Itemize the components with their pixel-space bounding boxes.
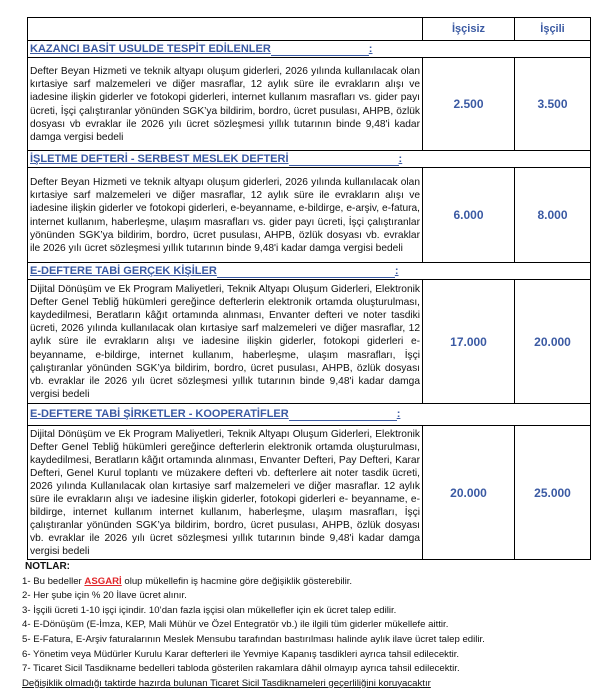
footer-note: Değişiklik olmadığı taktirde hazırda bulunan Ticaret Sicil Tasdiknameleri geçerliliğini koruyacaktır	[22, 677, 431, 689]
table-row	[28, 58, 591, 151]
service-description: Defter Beyan Hizmeti ve teknik altyapı oluşum giderleri, 2026 yılında kullanılacak olan kırtasiye sarf malzemeleri ve diğer masraflar, 12 aylık süre ile evrakların alışı ve iadesine ilişkin giderler ve fotokopi giderleri, e-beyanname, e-bildirge, e-arşiv, e-fatura, internet kullanım, haberleşme, ulaşım masrafları vs. gider payı ücreti, İşçi çalıştıranlar yönünden SGK’ya bildirim, bordro, ücret pusulası, AHPB, özlük dosyası vb. evraklar ile 2026 yılı ücret sözleşmesi yıllık tutarının binde 9,48'i kadar damga vergisi bedeli	[28, 168, 423, 263]
price-iscisiz: 6.000	[423, 168, 515, 263]
note-item: 3- İşçili ücreti 1-10 işçi içindir. 10’dan fazla işçisi olan mükellefler için ek ücret talep edilir.	[22, 604, 397, 616]
table-row	[28, 426, 591, 560]
title-underline-fill	[289, 408, 397, 421]
price-iscili: 8.000	[515, 168, 591, 263]
service-description: Dijital Dönüşüm ve Ek Program Maliyetleri, Teknik Altyapı Oluşum Giderleri, Elektronik Defter Genel Tebliğ hükümleri gereğince defterlerin elektronik ortamda oluşturulması, kaydedilmesi, Beratların kâğıt ortamında alınması, Envanter defteri ve noter tasdiki ücreti, 2026 yılında kullanılacak olan kırtasiye sarf malzemeleri ve diğer masraflar, 12 aylık süre ile evrakların alışı ve iadesine ilişkin giderler, fotokopi giderleri e- beyanname, e-bildirge, internet kullanım, haberleşme, ulaşım masrafları, İşçi çalıştıranlar yönünden SGK’ya bildirim, bordro, ücret pusulası, AHPB, özlük dosyası vb. evraklar ile 2026 yılı ücret sözleşmesi yıllık tutarının binde 9,48'i kadar damga vergisi bedeli	[28, 280, 423, 404]
title-underline-fill	[271, 43, 369, 56]
title-underline-fill	[289, 153, 399, 166]
section-title-row	[28, 404, 591, 426]
notes-section	[22, 560, 602, 691]
note-item	[22, 575, 602, 590]
price-iscili: 20.000	[515, 280, 591, 404]
price-iscili: 25.000	[515, 426, 591, 560]
section-title-text: E-DEFTERE TABİ ŞİRKETLER - KOOPERATİFLER	[30, 408, 289, 420]
price-iscisiz: 17.000	[423, 280, 515, 404]
price-iscisiz: 20.000	[423, 426, 515, 560]
section-title-colon: :	[394, 264, 399, 277]
notes-title: NOTLAR:	[25, 561, 70, 572]
service-description: Dijital Dönüşüm ve Ek Program Maliyetleri, Teknik Altyapı Oluşum Giderleri, Elektronik Defter Genel Tebliğ hükümleri gereğince defterlerin elektronik ortamda oluşturulması, kaydedilmesi, Beratların kâğıt ortamında alınması, Envanter Defteri, Pay Defteri, Karar Defteri, Genel Kurul toplantı ve müzakere defteri vb. defterlere ait noter tasdik ücreti, 2026 yılında Kullanılacak olan kırtasiye sarf malzemeleri ve diğer masraflar. 12 aylık süre ile evrakların alışı ve iadesine ilişkin giderler, fotokopi giderleri e- beyanname, e-bildirge, internet kullanım internet kullanım, haberleşme, ulaşım masrafları, İşçi çalıştıranlar yönünden SGK’ya bildirim, bordro, ücret pusulası, AHPB, özlük dosyası vb. evraklar ile 2026 yılı ücret sözleşmesi yıllık tutarının binde 9,48'i kadar damga vergisi bedeli	[28, 426, 423, 560]
note-text: 1- Bu bedeller	[22, 575, 85, 587]
section-title-colon: :	[398, 152, 403, 165]
service-description: Defter Beyan Hizmeti ve teknik altyapı oluşum giderleri, 2026 yılında kullanılacak olan kırtasiye sarf malzemeleri ve diğer masraflar, 12 aylık süre ile evrakların alışı ve iadesine ilişkin giderler ve fotokopi giderleri, internet kullanım masrafları vs. gider payı ücreti, İşçi çalıştıranlar yönünden SGK’ya bildirim, bordro, ücret pusulası, AHPB, özlük dosyası vb evraklar ile 2026 yılı ücret sözleşmesi yıllık tutarının binde 9,48'i kadar damga vergisi bedeli	[28, 58, 423, 151]
header-blank-cell	[28, 18, 423, 41]
table-row	[28, 168, 591, 263]
table-row	[28, 280, 591, 404]
fee-table	[27, 17, 591, 560]
title-underline-fill	[217, 265, 395, 278]
section-title-row	[28, 151, 591, 168]
section-title-isletme-defteri	[28, 151, 591, 168]
note-text: olup mükellefin iş hacmine göre değişiklik gösterebilir.	[121, 575, 353, 587]
asgari-highlight: ASGARİ	[84, 575, 122, 587]
note-item: 6- Yönetim veya Müdürler Kurulu Karar defterleri ile Yevmiye Kapanış tasdikleri ayrıca tahsil edilecektir.	[22, 648, 460, 660]
price-iscisiz: 2.500	[423, 58, 515, 151]
section-title-row	[28, 263, 591, 280]
section-title-text: KAZANCI BASİT USULDE TESPİT EDİLENLER	[30, 42, 271, 55]
section-title-basit-usul	[28, 41, 591, 58]
section-title-e-defter-sirketler	[28, 404, 591, 426]
section-title-text: E-DEFTERE TABİ GERÇEK KİŞİLER	[30, 264, 217, 277]
table-header-row	[28, 18, 591, 41]
section-title-e-defter-gercek-kisiler	[28, 263, 591, 280]
note-item: 7- Ticaret Sicil Tasdikname bedelleri tabloda gösterilen rakamlara dâhil olmayıp ayrıca tahsil edilecektir.	[22, 663, 460, 675]
column-header-iscisiz: İşçisiz	[423, 18, 515, 41]
note-item: 5- E-Fatura, E-Arşiv faturalarının Meslek Mensubu tarafından bastırılması halinde aylık ilave ücret talep edilir.	[22, 633, 485, 645]
note-item: 2- Her şube için % 20 İlave ücret alınır.	[22, 590, 187, 602]
price-iscili: 3.500	[515, 58, 591, 151]
section-title-text: İŞLETME DEFTERİ - SERBEST MESLEK DEFTERİ	[30, 152, 289, 165]
section-title-row	[28, 41, 591, 58]
column-header-iscili: İşçili	[515, 18, 591, 41]
note-item: 4- E-Dönüşüm (E-İmza, KEP, Mali Mühür ve Özel Entegratör vb.) ile ilgili tüm giderler mükellefe aittir.	[22, 619, 449, 631]
fee-schedule	[27, 17, 590, 560]
section-title-colon: :	[396, 408, 401, 420]
section-title-colon: :	[368, 42, 373, 55]
